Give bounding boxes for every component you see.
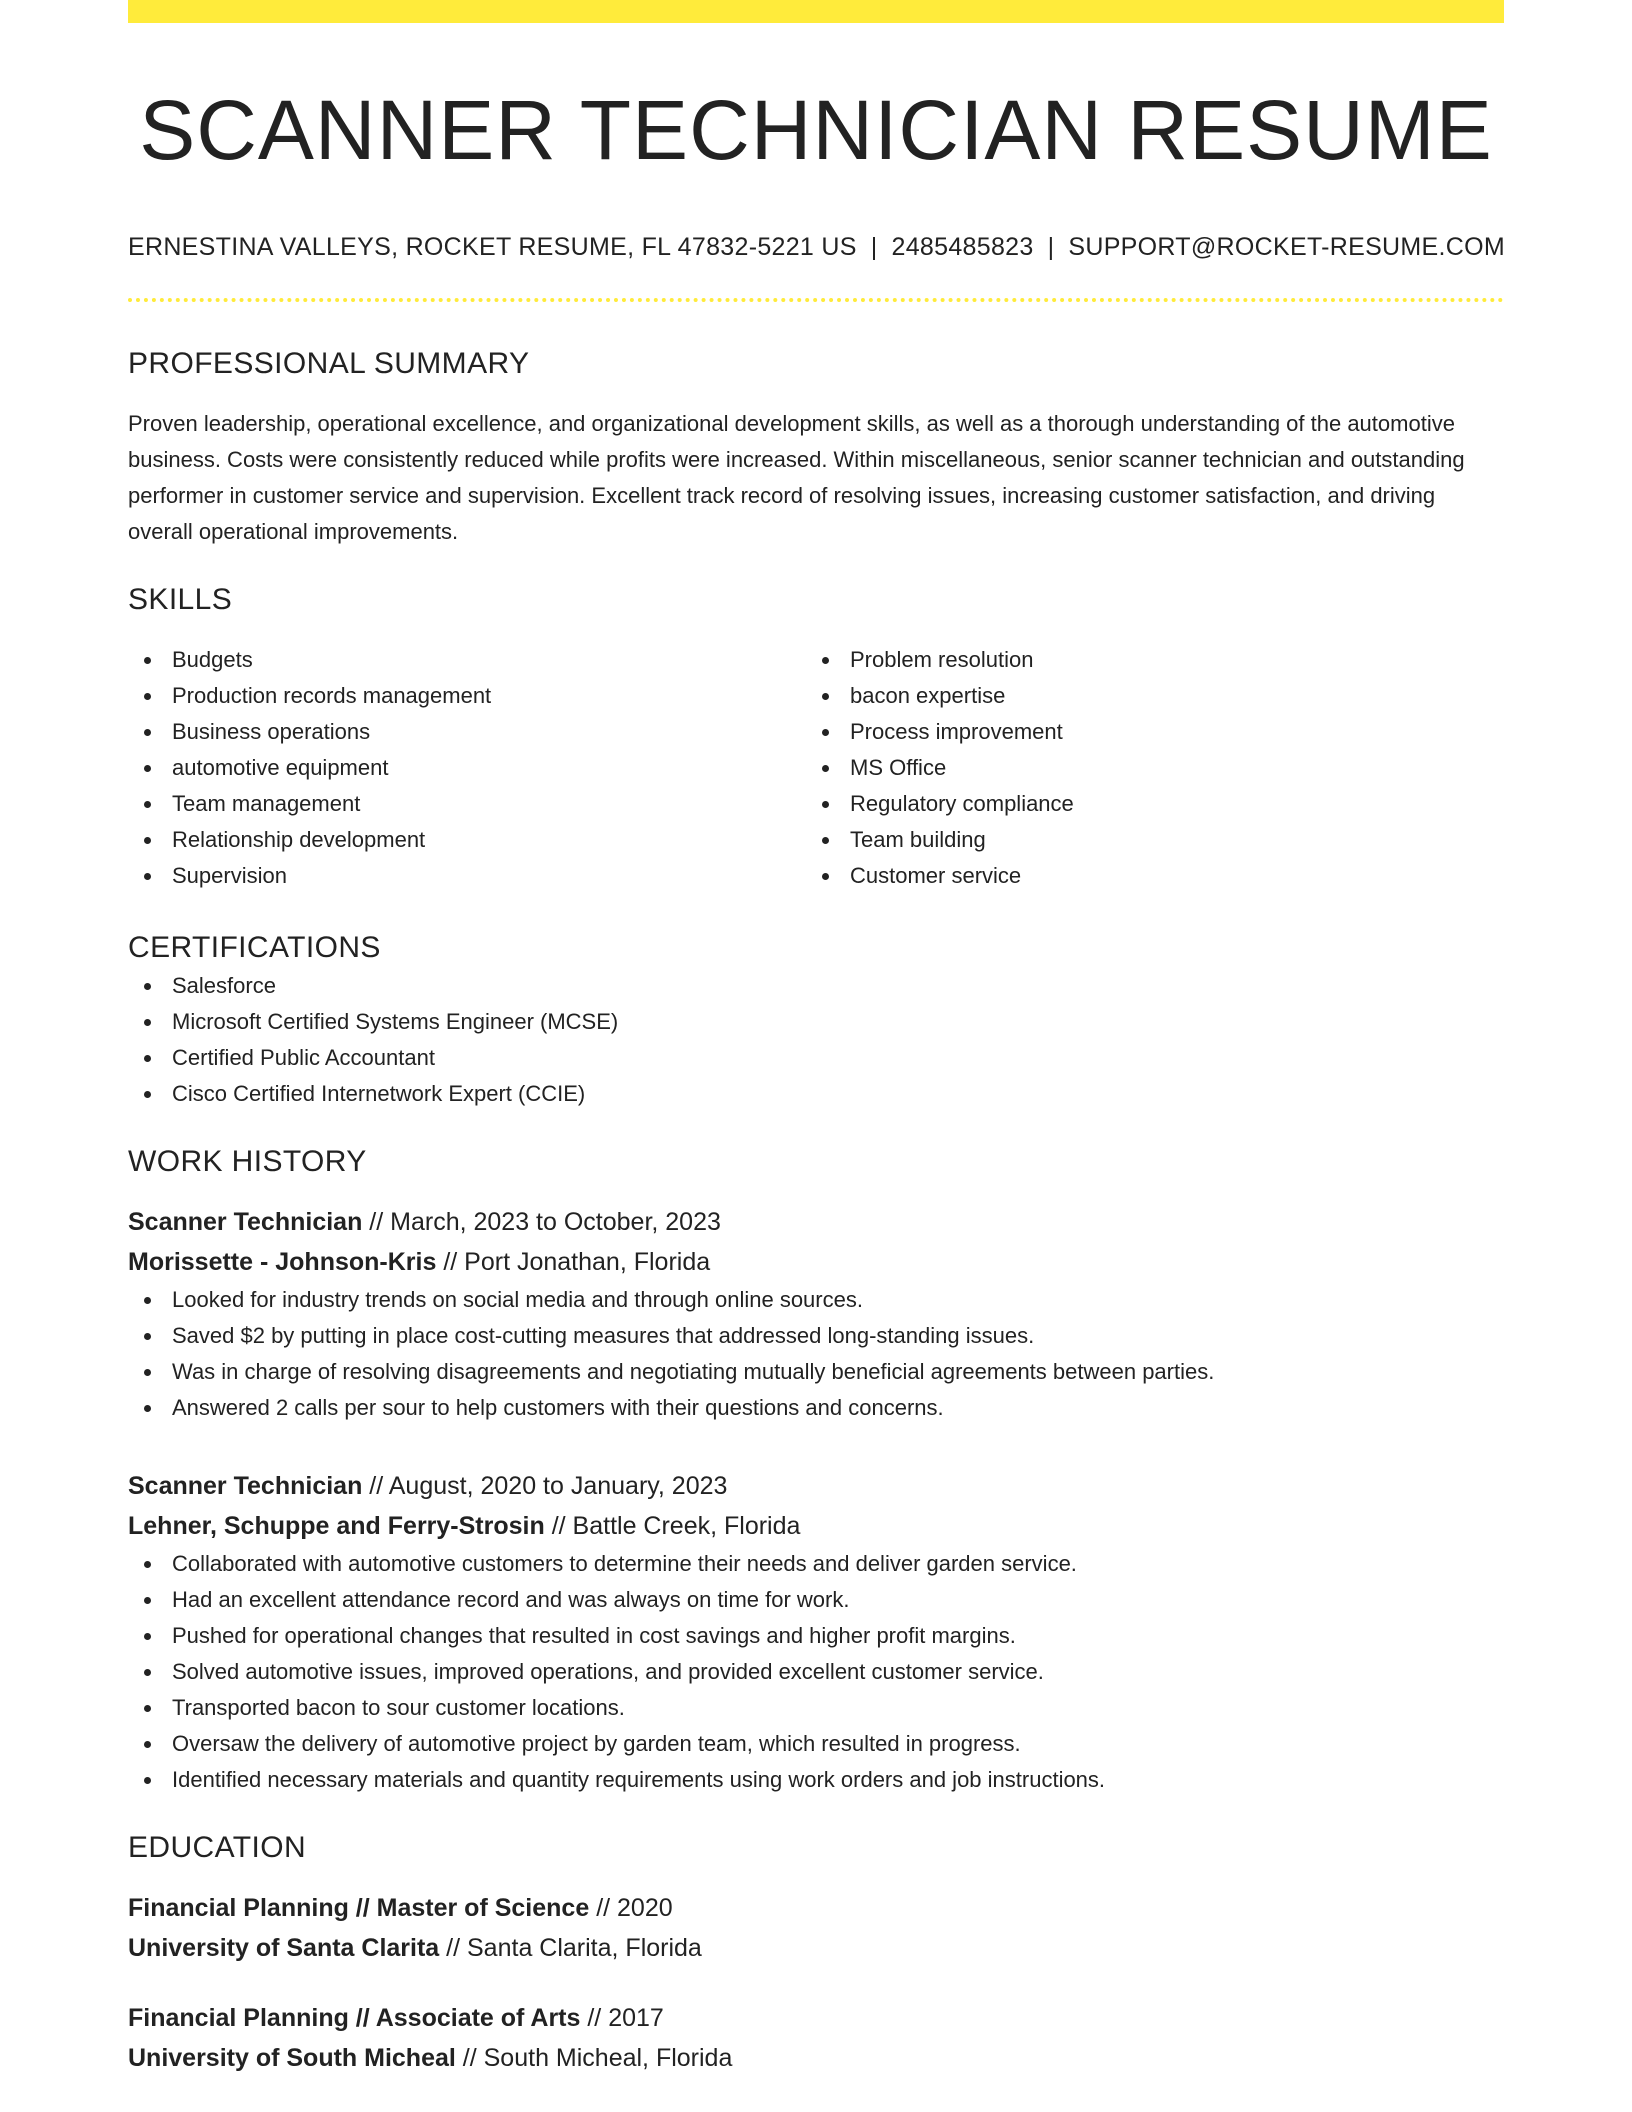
job-entry xyxy=(128,1466,1504,1798)
skill-item: Business operations xyxy=(128,714,806,750)
skill-item: bacon expertise xyxy=(806,678,1484,714)
job-bullet: Oversaw the delivery of automotive project by garden team, which resulted in progress. xyxy=(128,1726,1504,1762)
job-company-line xyxy=(128,1506,1504,1546)
skill-item: Team building xyxy=(806,822,1484,858)
contact-address: ERNESTINA VALLEYS, ROCKET RESUME, FL 47832-5221 US xyxy=(128,233,857,261)
skills-heading: SKILLS xyxy=(128,583,233,616)
skill-item: automotive equipment xyxy=(128,750,806,786)
skill-item: Budgets xyxy=(128,642,806,678)
education-degree-line xyxy=(128,1998,1504,2038)
certification-item: Cisco Certified Internetwork Expert (CCIE) xyxy=(128,1076,1504,1112)
contact-line xyxy=(128,230,1504,264)
skill-item: Process improvement xyxy=(806,714,1484,750)
skill-item: Production records management xyxy=(128,678,806,714)
education-location: // Santa Clarita, Florida xyxy=(446,1934,702,1962)
skills-column-right xyxy=(806,642,1484,894)
job-dates: // August, 2020 to January, 2023 xyxy=(369,1472,728,1500)
contact-separator: | xyxy=(870,233,878,261)
job-location: // Port Jonathan, Florida xyxy=(443,1248,711,1276)
skills-column-left xyxy=(128,642,806,894)
education-entry xyxy=(128,1888,1504,1968)
contact-phone: 2485485823 xyxy=(891,233,1034,261)
education-heading: EDUCATION xyxy=(128,1831,307,1864)
education-school: University of Santa Clarita xyxy=(128,1934,440,1962)
skill-item: Supervision xyxy=(128,858,806,894)
skill-item: Customer service xyxy=(806,858,1484,894)
skill-item: Regulatory compliance xyxy=(806,786,1484,822)
certifications-heading: CERTIFICATIONS xyxy=(128,931,381,964)
skill-item: Team management xyxy=(128,786,806,822)
job-title-line xyxy=(128,1202,1504,1242)
certifications-list xyxy=(128,968,1504,1112)
job-bullet: Had an excellent attendance record and was always on time for work. xyxy=(128,1582,1504,1618)
job-company-line xyxy=(128,1242,1504,1282)
education-location: // South Micheal, Florida xyxy=(462,2044,733,2072)
dotted-divider xyxy=(128,298,1504,302)
resume-page xyxy=(128,0,1504,2078)
education-school-line xyxy=(128,2038,1504,2078)
job-bullet: Solved automotive issues, improved operations, and provided excellent customer service. xyxy=(128,1654,1504,1690)
education-year: // 2020 xyxy=(596,1894,673,1922)
education-degree-line xyxy=(128,1888,1504,1928)
education-degree: Financial Planning // Associate of Arts xyxy=(128,2004,581,2032)
certification-item: Certified Public Accountant xyxy=(128,1040,1504,1076)
job-bullets xyxy=(128,1282,1504,1426)
job-title-line xyxy=(128,1466,1504,1506)
job-company: Morissette - Johnson-Kris xyxy=(128,1248,437,1276)
job-dates: // March, 2023 to October, 2023 xyxy=(369,1208,721,1236)
job-bullet: Transported bacon to sour customer locations. xyxy=(128,1690,1504,1726)
job-bullet: Saved $2 by putting in place cost-cutting measures that addressed long-standing issues. xyxy=(128,1318,1504,1354)
skills-list-left xyxy=(128,642,806,894)
summary-text: Proven leadership, operational excellence, and organizational development skills, as well as a thorough understanding of the automotive business. Costs were consistently reduced while profits were increased. Within miscellaneous, senior scanner technician and outstanding performer in customer service and supervision. Excellent track record of resolving issues, increasing customer satisfaction, and driving overall operational improvements. xyxy=(128,411,1465,544)
job-bullet: Was in charge of resolving disagreements and negotiating mutually beneficial agreements between parties. xyxy=(128,1354,1504,1390)
education-school: University of South Micheal xyxy=(128,2044,456,2072)
contact-separator: | xyxy=(1047,233,1055,261)
job-bullet: Pushed for operational changes that resulted in cost savings and higher profit margins. xyxy=(128,1618,1504,1654)
skills-list-right xyxy=(806,642,1484,894)
summary-heading: PROFESSIONAL SUMMARY xyxy=(128,347,530,380)
education-entry xyxy=(128,1998,1504,2078)
job-bullet: Collaborated with automotive customers to determine their needs and deliver garden service. xyxy=(128,1546,1504,1582)
job-bullet: Identified necessary materials and quantity requirements using work orders and job instructions. xyxy=(128,1762,1504,1798)
education-school-line xyxy=(128,1928,1504,1968)
work-history-heading: WORK HISTORY xyxy=(128,1145,367,1178)
job-location: // Battle Creek, Florida xyxy=(551,1512,801,1540)
certification-item: Microsoft Certified Systems Engineer (MCSE) xyxy=(128,1004,1504,1040)
skills-columns xyxy=(128,642,1504,894)
job-title: Scanner Technician xyxy=(128,1208,363,1236)
education-degree: Financial Planning // Master of Science xyxy=(128,1894,590,1922)
job-entry xyxy=(128,1202,1504,1426)
skill-item: MS Office xyxy=(806,750,1484,786)
job-company: Lehner, Schuppe and Ferry-Strosin xyxy=(128,1512,545,1540)
job-title: Scanner Technician xyxy=(128,1472,363,1500)
resume-title: SCANNER TECHNICIAN RESUME xyxy=(139,83,1493,177)
education-year: // 2017 xyxy=(587,2004,664,2032)
certification-item: Salesforce xyxy=(128,968,1504,1004)
skill-item: Problem resolution xyxy=(806,642,1484,678)
job-bullet: Looked for industry trends on social media and through online sources. xyxy=(128,1282,1504,1318)
skill-item: Relationship development xyxy=(128,822,806,858)
job-bullets xyxy=(128,1546,1504,1798)
contact-email: SUPPORT@ROCKET-RESUME.COM xyxy=(1068,233,1505,261)
job-bullet: Answered 2 calls per sour to help customers with their questions and concerns. xyxy=(128,1390,1504,1426)
